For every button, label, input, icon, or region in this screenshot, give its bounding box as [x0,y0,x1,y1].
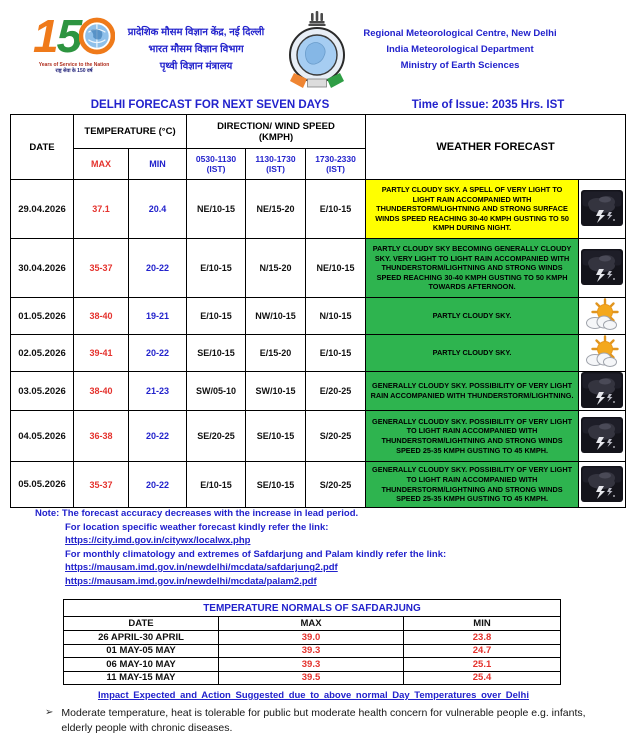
normals-date-cell: 06 MAY-10 MAY [64,658,219,672]
normals-col-min: MIN [404,617,561,631]
date-cell: 03.05.2026 [11,372,74,411]
thunderstorm-icon [581,466,623,502]
forecast-cell: GENERALLY CLOUDY SKY. POSSIBILITY OF VERY LIGHT TO LIGHT RAIN ACCOMPANIED WITH THUNDERSTORM/LIGHTNING AND STRONG WINDS SPEED 25-35 KMPH GUSTING TO 45 KMPH. [366,462,579,508]
normals-max-cell: 39.0 [219,631,404,645]
col-header-weather-forecast: WEATHER FORECAST [366,115,626,180]
wind-cell: E/20-25 [306,372,366,411]
min-temp-cell: 21-23 [129,372,187,411]
ist-label: (IST) [206,164,226,174]
min-temp-cell: 20-22 [129,335,187,372]
link-citywx[interactable]: https://city.imd.gov.in/citywx/localwx.php [65,535,251,546]
thunderstorm-icon [581,249,623,285]
wind-cell: E/10-15 [306,180,366,239]
min-temp-cell: 19-21 [129,298,187,335]
col-header-wind [187,115,366,149]
forecast-table [10,114,626,508]
col-header-period-evening [306,149,366,180]
impact-bullet [45,706,590,735]
normals-col-max: MAX [219,617,404,631]
normals-date-cell: 26 APRIL-30 APRIL [64,631,219,645]
date-cell: 30.04.2026 [11,239,74,298]
forecast-row [11,239,626,298]
globe-icon [79,16,115,56]
department-name-english [352,26,568,74]
arrow-bullet-icon: ➢ [45,707,54,718]
normals-row [64,658,561,672]
wind-cell: E/10-15 [187,462,246,508]
weather-icon-cell [579,462,626,508]
forecast-cell: PARTLY CLOUDY SKY BECOMING GENERALLY CLOUDY SKY. VERY LIGHT TO LIGHT RAIN ACCOMPANIED WITH THUNDERSTORM/LIGHTNING AND STRONG WINDS SPEED REACHING 30-40 KMPH GUSTING TO 50 KMPH TOWARDS AFTERNOON. [366,239,579,298]
wind-cell: E/15-20 [246,335,306,372]
min-temp-cell: 20-22 [129,239,187,298]
english-line-2: India Meteorological Department [386,44,534,55]
wind-cell: NE/10-15 [306,239,366,298]
wind-cell: SW/05-10 [187,372,246,411]
impact-bullet-text: Moderate temperature, heat is tolerable for public but moderate health concern for vulnerable people e.g. infants, elderly people with chronic diseases. [61,707,586,734]
partly-cloudy-icon [581,298,623,332]
logo-digit-5: 5 [56,10,83,62]
normals-min-cell: 23.8 [404,631,561,645]
note-line-accuracy: The forecast accuracy decreases with the increase in lead period. [61,508,359,519]
forecast-row [11,180,626,239]
forecast-cell: PARTLY CLOUDY SKY. [366,298,579,335]
temperature-normals-table [63,599,561,685]
wind-cell: NW/10-15 [246,298,306,335]
max-temp-cell: 38-40 [74,372,129,411]
normals-table-body [64,631,561,685]
normals-title: TEMPERATURE NORMALS OF SAFDARJUNG [64,600,561,617]
date-cell: 04.05.2026 [11,411,74,462]
time-of-issue: Time of Issue: 2035 Hrs. IST [411,99,565,111]
ist-label: (IST) [266,164,285,174]
logo-150-digits [33,10,115,62]
date-cell: 02.05.2026 [11,335,74,372]
note-line-location: For location specific weather forecast kindly refer the link: [65,521,329,533]
wind-cell: SE/10-15 [187,335,246,372]
forecast-row [11,372,626,411]
normals-min-cell: 25.1 [404,658,561,672]
weather-icon-cell [579,335,626,372]
wind-cell: S/20-25 [306,411,366,462]
imd-emblem-icon [286,6,348,96]
forecast-cell: GENERALLY CLOUDY SKY. POSSIBILITY OF VERY LIGHT TO LIGHT RAIN ACCOMPANIED WITH THUNDERSTORM/LIGHTNING AND STRONG WINDS SPEED 25-35 KMPH GUSTING TO 45 KMPH. [366,411,579,462]
logo-caption-en: Years of Service to the Nation [38,62,110,68]
max-temp-cell: 37.1 [74,180,129,239]
max-temp-cell: 38-40 [74,298,129,335]
hindi-line-3: पृथ्वी विज्ञान मंत्रालय [159,61,233,72]
col-header-period-afternoon [246,149,306,180]
forecast-cell: GENERALLY CLOUDY SKY. POSSIBILITY OF VERY LIGHT RAIN ACCOMPANIED WITH THUNDERSTORM/LIGHTNING. [366,372,579,411]
imd-150-years-logo [33,10,115,86]
wind-cell: E/10-15 [187,298,246,335]
date-cell: 01.05.2026 [11,298,74,335]
logo-caption-hi: राष्ट्र सेवा के 150 वर्ष [55,68,93,74]
weather-icon-cell [579,239,626,298]
normals-row [64,631,561,645]
ist-label: (IST) [326,164,345,174]
wind-header-line2: (KMPH) [258,131,294,143]
english-line-3: Ministry of Earth Sciences [400,60,520,71]
col-header-max: MAX [74,149,129,180]
normals-max-cell: 39.3 [219,644,404,658]
weather-icon-cell [579,411,626,462]
link-palam-pdf[interactable]: https://mausam.imd.gov.in/newdelhi/mcdata/palam2.pdf [65,575,317,587]
normals-max-cell: 39.5 [219,671,404,685]
partly-cloudy-icon [581,335,623,369]
english-line-1: Regional Meteorological Centre, New Delhi [363,28,557,39]
col-header-temperature: TEMPERATURE (°C) [74,115,187,149]
min-temp-cell: 20.4 [129,180,187,239]
wind-cell: N/15-20 [246,239,306,298]
max-temp-cell: 36-38 [74,411,129,462]
min-temp-cell: 20-22 [129,411,187,462]
forecast-row [11,411,626,462]
col-header-min: MIN [129,149,187,180]
forecast-row [11,462,626,508]
col-header-date: DATE [11,115,74,180]
wind-cell: SE/10-15 [246,462,306,508]
wind-cell: N/10-15 [306,298,366,335]
normals-min-cell: 24.7 [404,644,561,658]
normals-max-cell: 39.3 [219,658,404,672]
forecast-table-body [11,180,626,508]
normals-date-cell: 01 MAY-05 MAY [64,644,219,658]
normals-date-cell: 11 MAY-15 MAY [64,671,219,685]
thunderstorm-icon [581,372,623,408]
wind-cell: E/10-15 [306,335,366,372]
page-title: DELHI FORECAST FOR NEXT SEVEN DAYS [90,99,330,111]
department-name-hindi [112,24,280,75]
normals-min-cell: 25.4 [404,671,561,685]
note-section [35,507,595,588]
thunderstorm-icon [581,417,623,453]
wind-cell: SW/10-15 [246,372,306,411]
max-temp-cell: 35-37 [74,239,129,298]
weather-icon-cell [579,372,626,411]
forecast-cell: PARTLY CLOUDY SKY. [366,335,579,372]
note-line-climatology: For monthly climatology and extremes of Safdarjung and Palam kindly refer the link: [65,548,447,560]
hindi-line-1: प्रादेशिक मौसम विज्ञान केंद्र, नई दिल्ली [127,27,265,38]
max-temp-cell: 39-41 [74,335,129,372]
wind-cell: NE/15-20 [246,180,306,239]
period-range: 0530-1130 [195,153,237,164]
weather-icon-cell [579,298,626,335]
period-range: 1730-2330 [315,153,356,164]
normals-col-date: DATE [64,617,219,631]
weather-icon-cell [579,180,626,239]
max-temp-cell: 35-37 [74,462,129,508]
logo-digit-1: 1 [33,10,59,62]
note-label: Note: [35,508,60,519]
date-cell: 05.05.2026 [11,462,74,508]
col-header-period-morning [187,149,246,180]
thunderstorm-icon [581,190,623,226]
wind-cell: S/20-25 [306,462,366,508]
forecast-cell: PARTLY CLOUDY SKY. A SPELL OF VERY LIGHT TO LIGHT RAIN ACCOMPANIED WITH THUNDERSTORM/LIGHTNING AND STRONG SURFACE WINDS SPEED REACHING 30-40 KMPH GUSTING TO 50 KMPH DURING NIGHT. [366,180,579,239]
normals-row [64,644,561,658]
period-range: 1130-1730 [255,153,296,164]
wind-cell: NE/10-15 [187,180,246,239]
wind-cell: E/10-15 [187,239,246,298]
link-safdarjung-pdf[interactable]: https://mausam.imd.gov.in/newdelhi/mcdata/safdarjung2.pdf [65,562,338,573]
impact-heading: Impact Expected and Action Suggested due to above normal Day Temperatures over Delhi [97,690,529,701]
wind-header-line1: DIRECTION/ WIND SPEED [217,120,335,132]
wind-cell: SE/20-25 [187,411,246,462]
date-cell: 29.04.2026 [11,180,74,239]
wind-cell: SE/10-15 [246,411,306,462]
forecast-row [11,298,626,335]
min-temp-cell: 20-22 [129,462,187,508]
normals-row [64,671,561,685]
forecast-row [11,335,626,372]
hindi-line-2: भारत मौसम विज्ञान विभाग [148,44,244,55]
